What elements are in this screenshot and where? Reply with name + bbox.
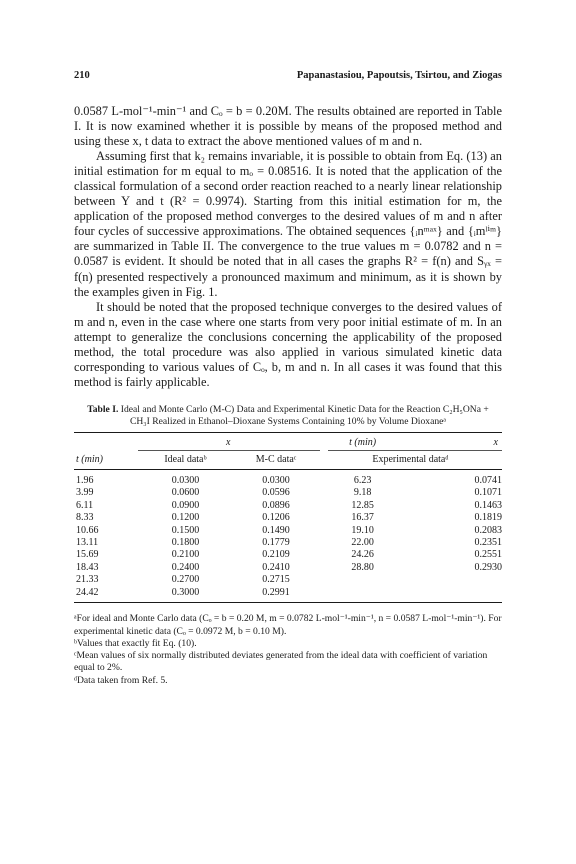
cell-mc: 0.0300 (262, 474, 290, 486)
cell-ideal: 0.3000 (171, 586, 200, 598)
cell-t: 3.99 (76, 487, 94, 499)
col-header-experimental: Experimental dataᵈ (372, 454, 449, 466)
table-row (74, 499, 502, 511)
table-row (74, 549, 502, 561)
cell-mc: 0.1206 (262, 512, 290, 524)
table-row (74, 511, 502, 523)
cell-t: 1.96 (76, 474, 94, 486)
table-bottom-rule (74, 602, 502, 603)
cell-t-exp: 12.85 (351, 499, 374, 511)
table-footnotes (74, 613, 502, 687)
footnote-d: ᵈData taken from Ref. 5. (74, 674, 168, 686)
cell-t-exp: 24.26 (351, 549, 374, 561)
group-header-x-right: x (493, 437, 498, 449)
cell-t-exp: 22.00 (351, 536, 374, 548)
cell-mc: 0.2715 (262, 574, 290, 586)
col-header-ideal: Ideal dataᵇ (164, 454, 207, 466)
table-body (74, 474, 502, 598)
table-group-header-row (74, 436, 502, 449)
cell-x-exp: 0.0741 (474, 474, 502, 486)
cell-x-exp: 0.2551 (474, 549, 502, 561)
cell-t-exp: 9.18 (353, 487, 372, 499)
cell-mc: 0.1779 (262, 536, 290, 548)
col-header-t: t (min) (76, 454, 103, 466)
table-label: Table I. (87, 403, 119, 415)
cell-x-exp: 0.2083 (474, 524, 502, 536)
cell-t: 24.42 (76, 586, 99, 598)
page (74, 70, 502, 687)
table-top-rule (74, 432, 502, 433)
group-underlines (74, 449, 502, 451)
table-row (74, 536, 502, 548)
cell-ideal: 0.1200 (171, 512, 200, 524)
cell-x-exp: 0.2351 (474, 536, 502, 548)
cell-t: 21.33 (76, 574, 99, 586)
cell-mc: 0.0896 (262, 499, 290, 511)
paragraph-1: 0.0587 L-mol⁻¹-min⁻¹ and Cₒ = b = 0.20M. The results obtained are reported in Table I. It is now examined whether it is possible by means of the proposed method and using these x, t data to extract the above mentioned values of m and n. (74, 104, 502, 149)
cell-mc: 0.2991 (262, 586, 290, 598)
underline-right (328, 450, 502, 451)
cell-x-exp: 0.1071 (474, 487, 502, 499)
table-caption-text: Ideal and Monte Carlo (M-C) Data and Experimental Kinetic Data for the Reaction C₂H₅ONa + CH₃I Realized in Ethanol–Dioxane Systems Containing 10% by Volume Dioxaneᵃ (120, 403, 489, 428)
cell-mc: 0.1490 (262, 524, 290, 536)
cell-t-exp: 28.80 (351, 561, 374, 573)
table-row (74, 487, 502, 499)
table-row (74, 474, 502, 486)
group-header-t-right: t (min) (349, 437, 377, 449)
paragraph-3: It should be noted that the proposed technique converges to the desired values of m and n, even in the case where one starts from very poor initial estimate of m. In an attempt to generalize the conclusions concerning the applicability of the proposed method, the total procedure was also applied in various simulated kinetic data corresponding to various values of Cₒ, b, m and n. In all cases it was found that this method is fairly applicable. (74, 299, 502, 389)
table-row (74, 586, 502, 598)
cell-x-exp: 0.2930 (474, 561, 502, 573)
cell-mc: 0.2109 (262, 549, 290, 561)
underline-left (138, 450, 320, 451)
footnote-c: ᶜMean values of six normally distributed deviates generated from the ideal data with coefficient of variation equal to 2%. (74, 650, 488, 674)
cell-ideal: 0.0600 (171, 487, 200, 499)
cell-ideal: 0.1800 (171, 536, 200, 548)
cell-ideal: 0.2400 (171, 561, 200, 573)
page-number: 210 (74, 70, 90, 81)
body-text (74, 104, 502, 390)
cell-mc: 0.0596 (262, 487, 290, 499)
cell-t-exp: 19.10 (351, 524, 374, 536)
cell-ideal: 0.0900 (171, 499, 200, 511)
cell-t: 15.69 (76, 549, 99, 561)
cell-x-exp: 0.1463 (474, 499, 502, 511)
table-row (74, 573, 502, 585)
table-row (74, 524, 502, 536)
cell-ideal: 0.2700 (171, 574, 200, 586)
cell-t-exp: 16.37 (351, 512, 374, 524)
cell-t: 18.43 (76, 561, 99, 573)
cell-ideal: 0.0300 (171, 474, 200, 486)
cell-t-exp: 6.23 (353, 474, 372, 486)
group-header-x-left: x (226, 437, 231, 449)
table-column-header-row (74, 453, 502, 466)
paragraph-2: Assuming first that k₂ remains invariable, it is possible to obtain from Eq. (13) an initial estimation for m equal to mₒ = 0.08516. It is noted that the application of the classical formulation of a second order reaction reached to a nearly linear relationship between Y and t (R² = 0.9974). Starting from this initial estimation for m, the application of the proposed method converges to the desired values of m and n after four cycles of successive approximations. The obtained sequences {ᵢnᵐᵃˣ} and {ᵢmˡⁱᵐ} are summarized in Table II. The convergence to the true values m = 0.0782 and n = 0.0587 is evident. It should be noted that in all cases the graphs R² = f(n) and Sᵧₓ = f(n) presented respectively a pronounced maximum and minimum, as it is shown by the examples given in Fig. 1. (74, 149, 502, 299)
table-caption (74, 404, 502, 428)
col-header-mc: M-C dataᶜ (255, 454, 297, 466)
table-header-rule (74, 469, 502, 470)
cell-ideal: 0.1500 (171, 524, 200, 536)
data-table (74, 432, 502, 603)
cell-t: 13.11 (76, 536, 99, 548)
cell-t: 10.66 (76, 524, 99, 536)
cell-mc: 0.2410 (262, 561, 290, 573)
cell-ideal: 0.2100 (171, 549, 200, 561)
table-row (74, 561, 502, 573)
cell-x-exp: 0.1819 (474, 512, 502, 524)
footnote-a: ᵃFor ideal and Monte Carlo data (Cₒ = b = 0.20 M, m = 0.0782 L-mol⁻¹-min⁻¹, n = 0.0587 L-mol⁻¹-min⁻¹). For experimental kinetic data (Cₒ = 0.0972 M, b = 0.10 M). (74, 613, 502, 637)
cell-t: 8.33 (76, 512, 94, 524)
running-header (74, 70, 502, 84)
cell-t: 6.11 (76, 499, 94, 511)
running-title: Papanastasiou, Papoutsis, Tsirtou, and Ziogas (296, 70, 502, 81)
footnote-b: ᵇValues that exactly fit Eq. (10). (74, 637, 197, 649)
